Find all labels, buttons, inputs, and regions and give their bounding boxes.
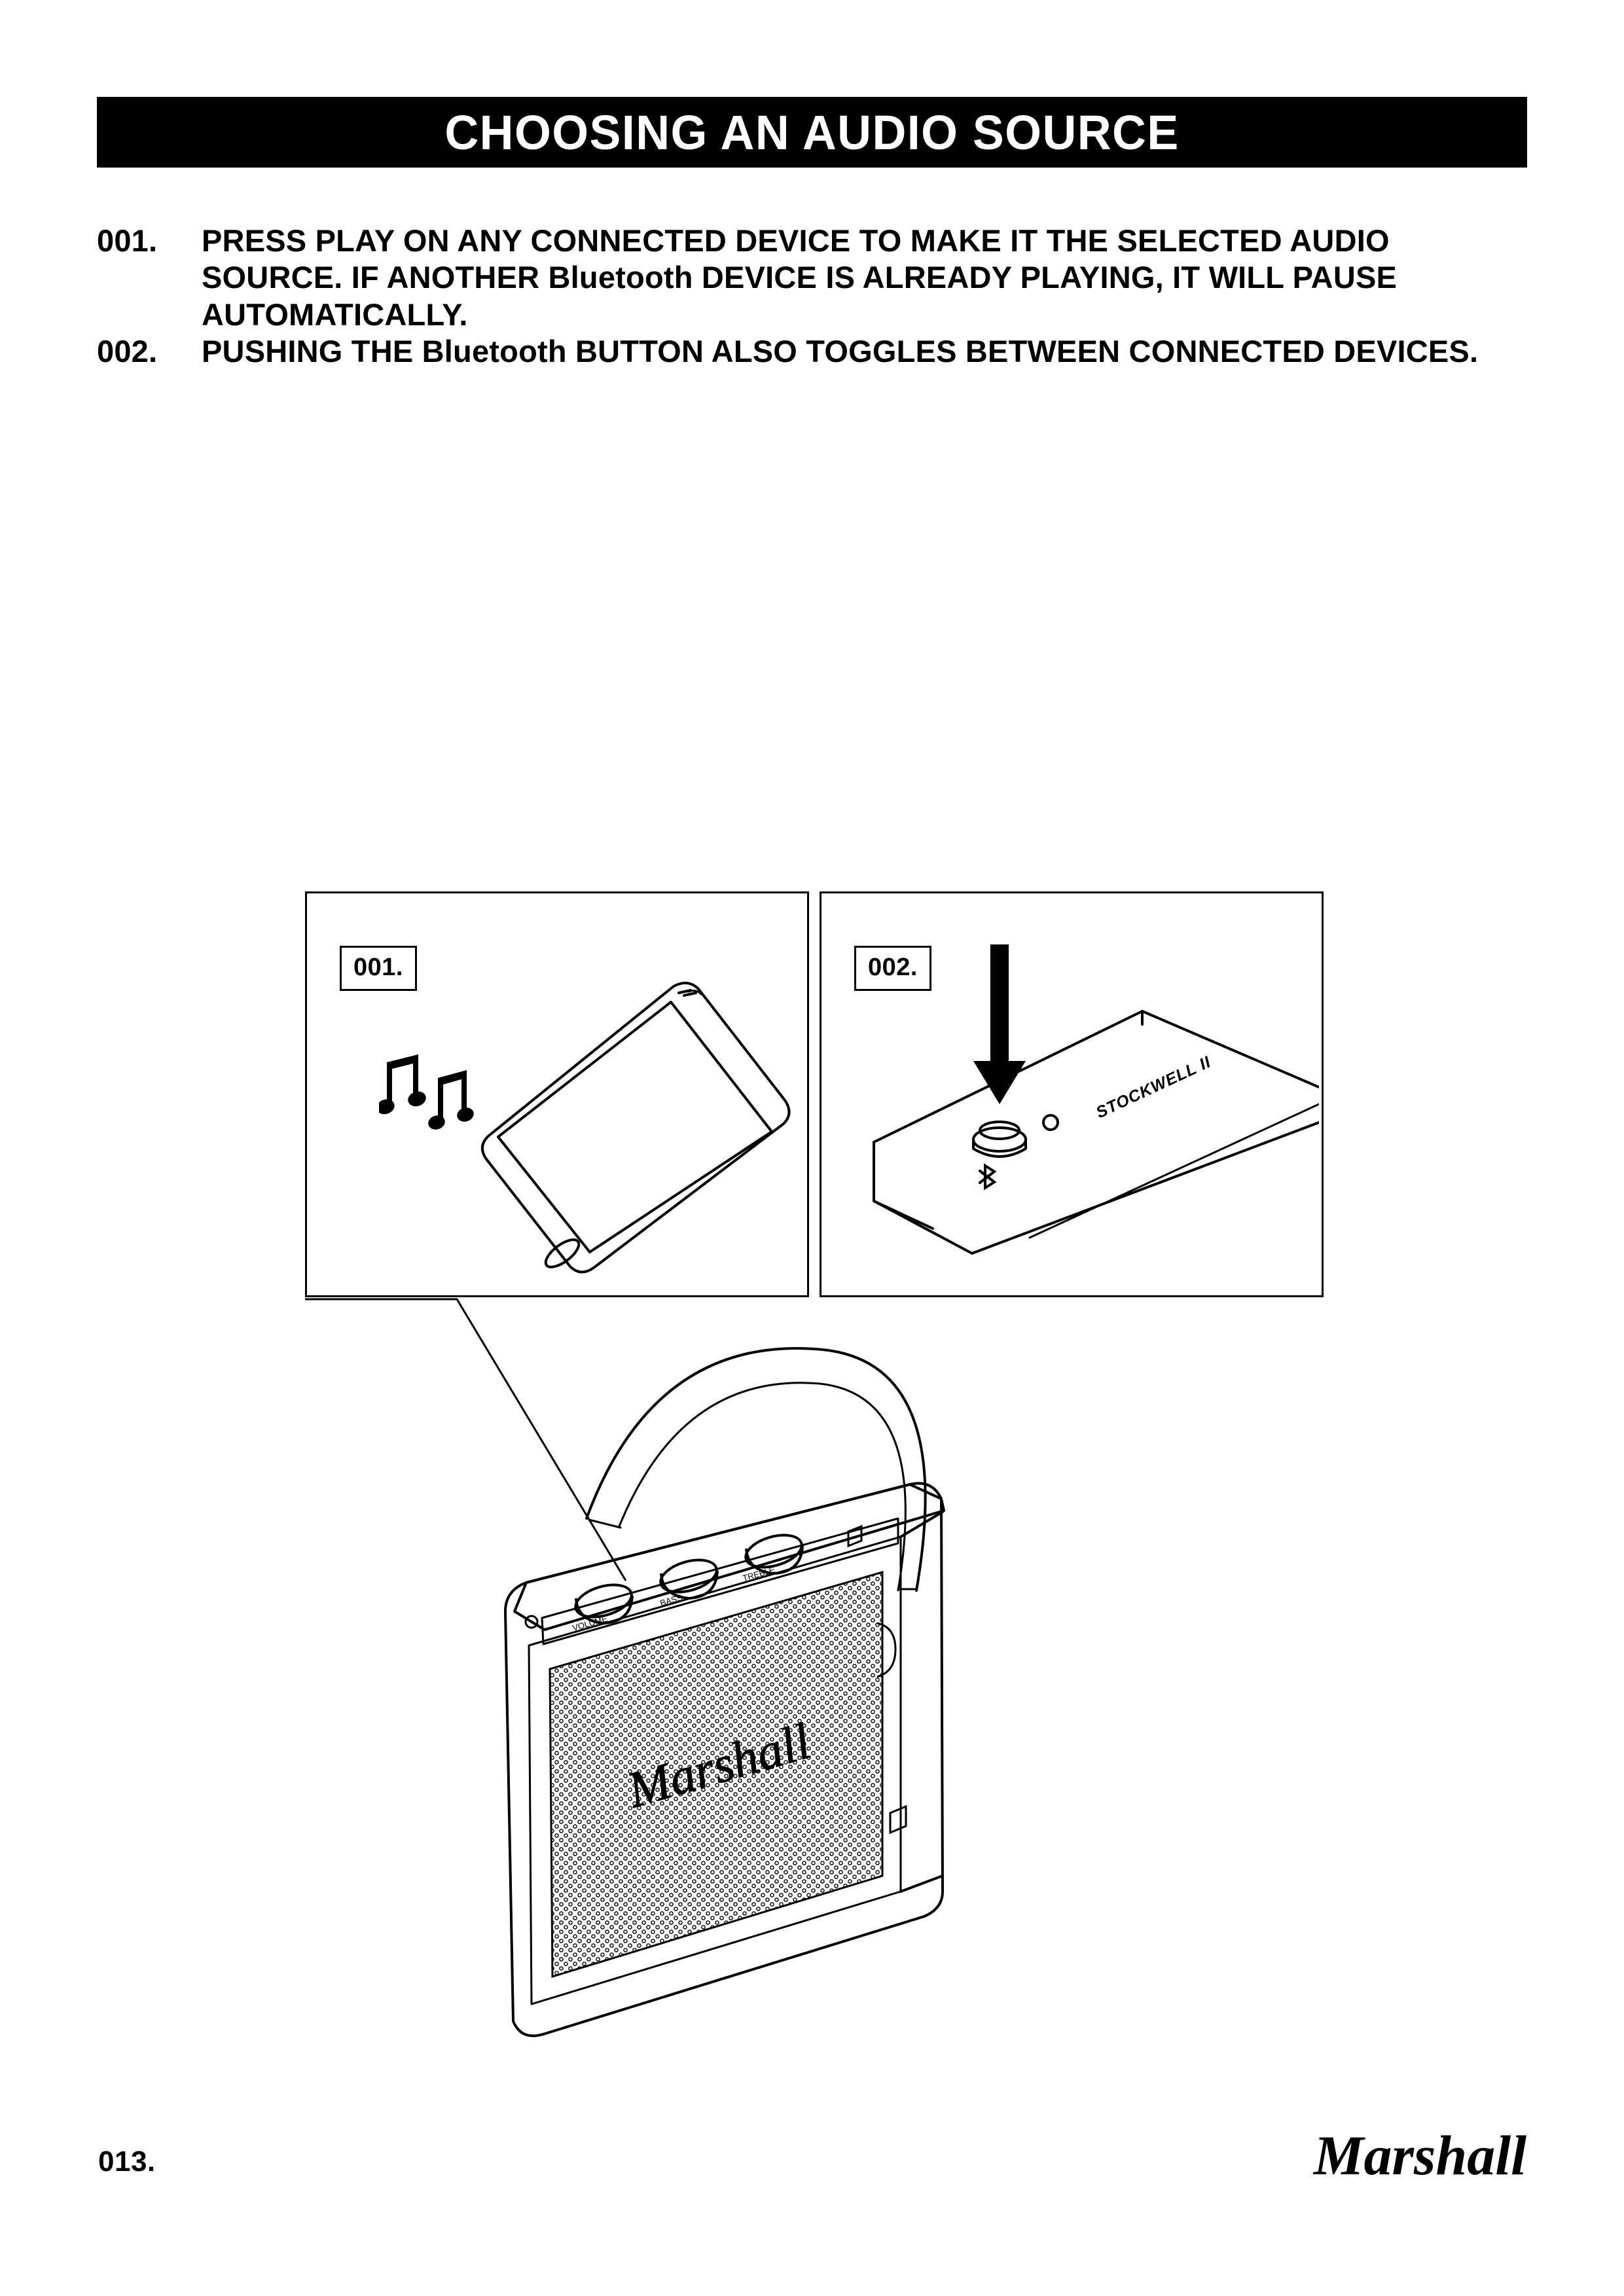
figure-panels (305, 891, 1324, 1299)
instruction-text (202, 333, 1530, 370)
svg-text:STOCKWELL II: STOCKWELL II (1093, 1052, 1214, 1122)
figure-panel-one (305, 891, 809, 1297)
instruction-keyword: Bluetooth (548, 260, 693, 295)
smartphone-illustration (458, 972, 798, 1286)
instruction-text (202, 223, 1530, 333)
instruction-text-before: PUSHING THE (202, 334, 422, 369)
instruction-list (97, 223, 1530, 370)
page-title: CHOOSING AN AUDIO SOURCE (444, 105, 1180, 160)
knob-label-treble: TREBLE (741, 1564, 776, 1583)
speaker-top-illustration (835, 926, 1319, 1293)
step-badge-001: 001. (340, 946, 417, 991)
instruction-number: 001. (97, 223, 158, 258)
svg-text:Marshall: Marshall (621, 1712, 817, 1819)
instruction-text-after: BUTTON ALSO TOGGLES BETWEEN CONNECTED DEVICES. (566, 334, 1479, 369)
figure-panel-two (820, 891, 1324, 1297)
page-number: 013. (98, 2145, 156, 2178)
instruction-keyword: Bluetooth (422, 334, 567, 369)
speaker-illustration (458, 1316, 1211, 2075)
knob-label-bass: BASS (659, 1592, 684, 1608)
instruction-number: 002. (97, 334, 158, 369)
page-title-bar (97, 97, 1527, 168)
bluetooth-icon (980, 1166, 994, 1188)
svg-text:Marshall: Marshall (1314, 2124, 1527, 2187)
down-arrow-icon (973, 944, 1026, 1104)
knob-label-volume: VOLUME (571, 1613, 609, 1633)
list-item (97, 333, 1530, 370)
list-item (97, 223, 1530, 333)
step-badge-002: 002. (854, 946, 931, 991)
brand-logo (1311, 2119, 1527, 2191)
instruction-text-before: PRESS PLAY ON ANY CONNECTED DEVICE TO MAKE IT THE SELECTED AUDIO SOURCE. IF ANOTHER (202, 223, 1390, 295)
instruction-text-after: DEVICE IS ALREADY PLAYING, IT WILL PAUSE AUTOMATICALLY. (202, 260, 1398, 332)
